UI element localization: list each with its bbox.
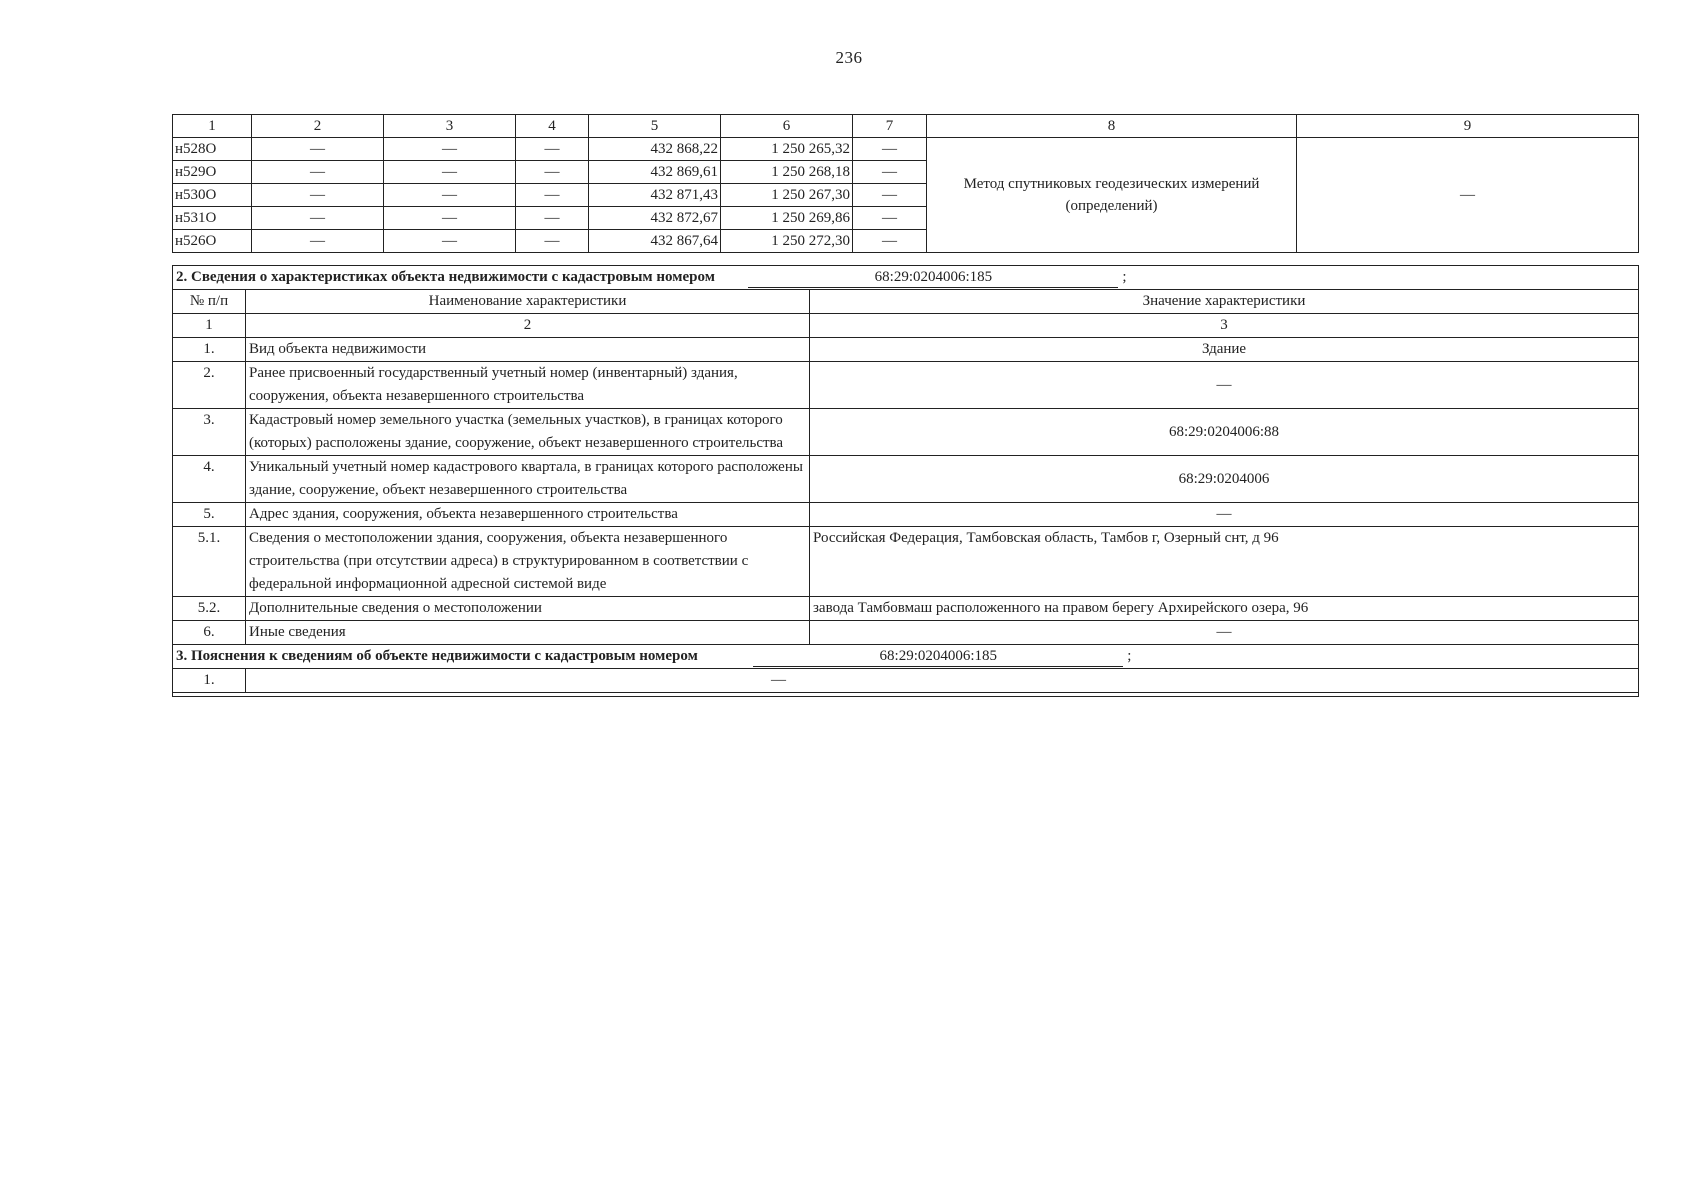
section2-title-cell xyxy=(173,266,1639,290)
coord-y: 1 250 265,32 xyxy=(721,138,853,161)
cell: — xyxy=(853,230,927,253)
section3-title-row xyxy=(173,645,1639,669)
section3-colon: ; xyxy=(1127,648,1132,664)
characteristic-name: Иные сведения xyxy=(246,621,810,645)
coord-y: 1 250 268,18 xyxy=(721,161,853,184)
characteristic-value: — xyxy=(810,503,1639,527)
coords-header-cell: 5 xyxy=(589,115,721,138)
row-number: 1. xyxy=(173,338,246,362)
coords-header-row xyxy=(173,115,1639,138)
characteristic-value: завода Тамбовмаш расположенного на правом берегу Архирейского озера, 96 xyxy=(810,597,1639,621)
characteristic-name: Уникальный учетный номер кадастрового квартала, в границах которого расположены здание, сооружение, объект незавершенного строительства xyxy=(246,456,810,503)
table-row xyxy=(173,138,1639,161)
cell: — xyxy=(384,230,516,253)
characteristic-name: Дополнительные сведения о местоположении xyxy=(246,597,810,621)
point-name: н529О xyxy=(173,161,252,184)
numbering-cell: 3 xyxy=(810,314,1639,338)
cell: — xyxy=(384,184,516,207)
section2-title-row xyxy=(173,266,1639,290)
numbering-cell: 2 xyxy=(246,314,810,338)
row-number: 5.1. xyxy=(173,527,246,597)
characteristic-name: Вид объекта недвижимости xyxy=(246,338,810,362)
bottom-border-row xyxy=(173,693,1639,697)
characteristic-value: — xyxy=(810,621,1639,645)
coord-x: 432 867,64 xyxy=(589,230,721,253)
coord-y: 1 250 272,30 xyxy=(721,230,853,253)
point-name: н526О xyxy=(173,230,252,253)
coords-header-cell: 2 xyxy=(252,115,384,138)
cell: — xyxy=(853,161,927,184)
coords-header-cell: 9 xyxy=(1297,115,1639,138)
section3-title: 3. Пояснения к сведениям об объекте недвижимости с кадастровым номером xyxy=(176,648,698,664)
coord-y: 1 250 267,30 xyxy=(721,184,853,207)
section2-cadastral-number: 68:29:0204006:185 xyxy=(748,267,1118,288)
method-cell: Метод спутниковых геодезических измерений (определений) xyxy=(927,138,1297,253)
cell: — xyxy=(853,184,927,207)
table-row xyxy=(173,669,1639,693)
coordinates-table xyxy=(172,114,1639,253)
cell: — xyxy=(384,161,516,184)
cell: — xyxy=(516,138,589,161)
characteristic-value: 68:29:0204006 xyxy=(810,456,1639,503)
bottom-border-cell xyxy=(173,693,1639,697)
coord-x: 432 871,43 xyxy=(589,184,721,207)
cell: — xyxy=(252,138,384,161)
coord-x: 432 872,67 xyxy=(589,207,721,230)
characteristic-name: Сведения о местоположении здания, сооружения, объекта незавершенного строительства (при отсутствии адреса) в структурированном в соответствии с федеральной информационной адресной системой виде xyxy=(246,527,810,597)
table-row xyxy=(173,338,1639,362)
characteristics-table xyxy=(172,265,1639,697)
row-number: 2. xyxy=(173,362,246,409)
coords-header-cell: 1 xyxy=(173,115,252,138)
cell: — xyxy=(516,207,589,230)
characteristic-value: Российская Федерация, Тамбовская область, Тамбов г, Озерный снт, д 96 xyxy=(810,527,1639,597)
explanation-value: — xyxy=(246,669,1639,693)
row-number: 6. xyxy=(173,621,246,645)
coords-header-cell: 7 xyxy=(853,115,927,138)
table-row xyxy=(173,362,1639,409)
table-row xyxy=(173,456,1639,503)
characteristic-name: Адрес здания, сооружения, объекта незавершенного строительства xyxy=(246,503,810,527)
row-number: 5. xyxy=(173,503,246,527)
cell: — xyxy=(252,161,384,184)
page-number: 236 xyxy=(835,48,863,67)
coords-header-cell: 3 xyxy=(384,115,516,138)
numbering-cell: 1 xyxy=(173,314,246,338)
characteristic-value: Здание xyxy=(810,338,1639,362)
coords-header-cell: 4 xyxy=(516,115,589,138)
cell: — xyxy=(252,184,384,207)
row-number: 5.2. xyxy=(173,597,246,621)
point-name: н530О xyxy=(173,184,252,207)
table-row xyxy=(173,597,1639,621)
col-header-name: Наименование характеристики xyxy=(246,290,810,314)
section3-cadastral-number: 68:29:0204006:185 xyxy=(753,646,1123,667)
section2-title: 2. Сведения о характеристиках объекта недвижимости с кадастровым номером xyxy=(176,269,715,285)
cell: — xyxy=(516,184,589,207)
col-header-value: Значение характеристики xyxy=(810,290,1639,314)
cell: — xyxy=(853,207,927,230)
row-number: 3. xyxy=(173,409,246,456)
row-number: 4. xyxy=(173,456,246,503)
cell: — xyxy=(252,230,384,253)
cell: — xyxy=(853,138,927,161)
table-row xyxy=(173,503,1639,527)
section2-header-row xyxy=(173,290,1639,314)
table-row xyxy=(173,527,1639,597)
cell: — xyxy=(516,161,589,184)
table-row xyxy=(173,409,1639,456)
characteristic-value: — xyxy=(810,362,1639,409)
coord-y: 1 250 269,86 xyxy=(721,207,853,230)
col9-cell: — xyxy=(1297,138,1639,253)
row-number: 1. xyxy=(173,669,246,693)
point-name: н528О xyxy=(173,138,252,161)
cell: — xyxy=(516,230,589,253)
coords-header-cell: 6 xyxy=(721,115,853,138)
cell: — xyxy=(384,207,516,230)
section2-colon: ; xyxy=(1122,269,1127,285)
characteristic-value: 68:29:0204006:88 xyxy=(810,409,1639,456)
cell: — xyxy=(384,138,516,161)
col-header-num: № п/п xyxy=(173,290,246,314)
characteristic-name: Ранее присвоенный государственный учетный номер (инвентарный) здания, сооружения, объекта незавершенного строительства xyxy=(246,362,810,409)
coord-x: 432 868,22 xyxy=(589,138,721,161)
table-row xyxy=(173,621,1639,645)
cell: — xyxy=(252,207,384,230)
section3-title-cell xyxy=(173,645,1639,669)
characteristic-name: Кадастровый номер земельного участка (земельных участков), в границах которого (которых) расположены здание, сооружение, объект незавершенного строительства xyxy=(246,409,810,456)
coord-x: 432 869,61 xyxy=(589,161,721,184)
point-name: н531О xyxy=(173,207,252,230)
section2-numbering-row xyxy=(173,314,1639,338)
coords-header-cell: 8 xyxy=(927,115,1297,138)
